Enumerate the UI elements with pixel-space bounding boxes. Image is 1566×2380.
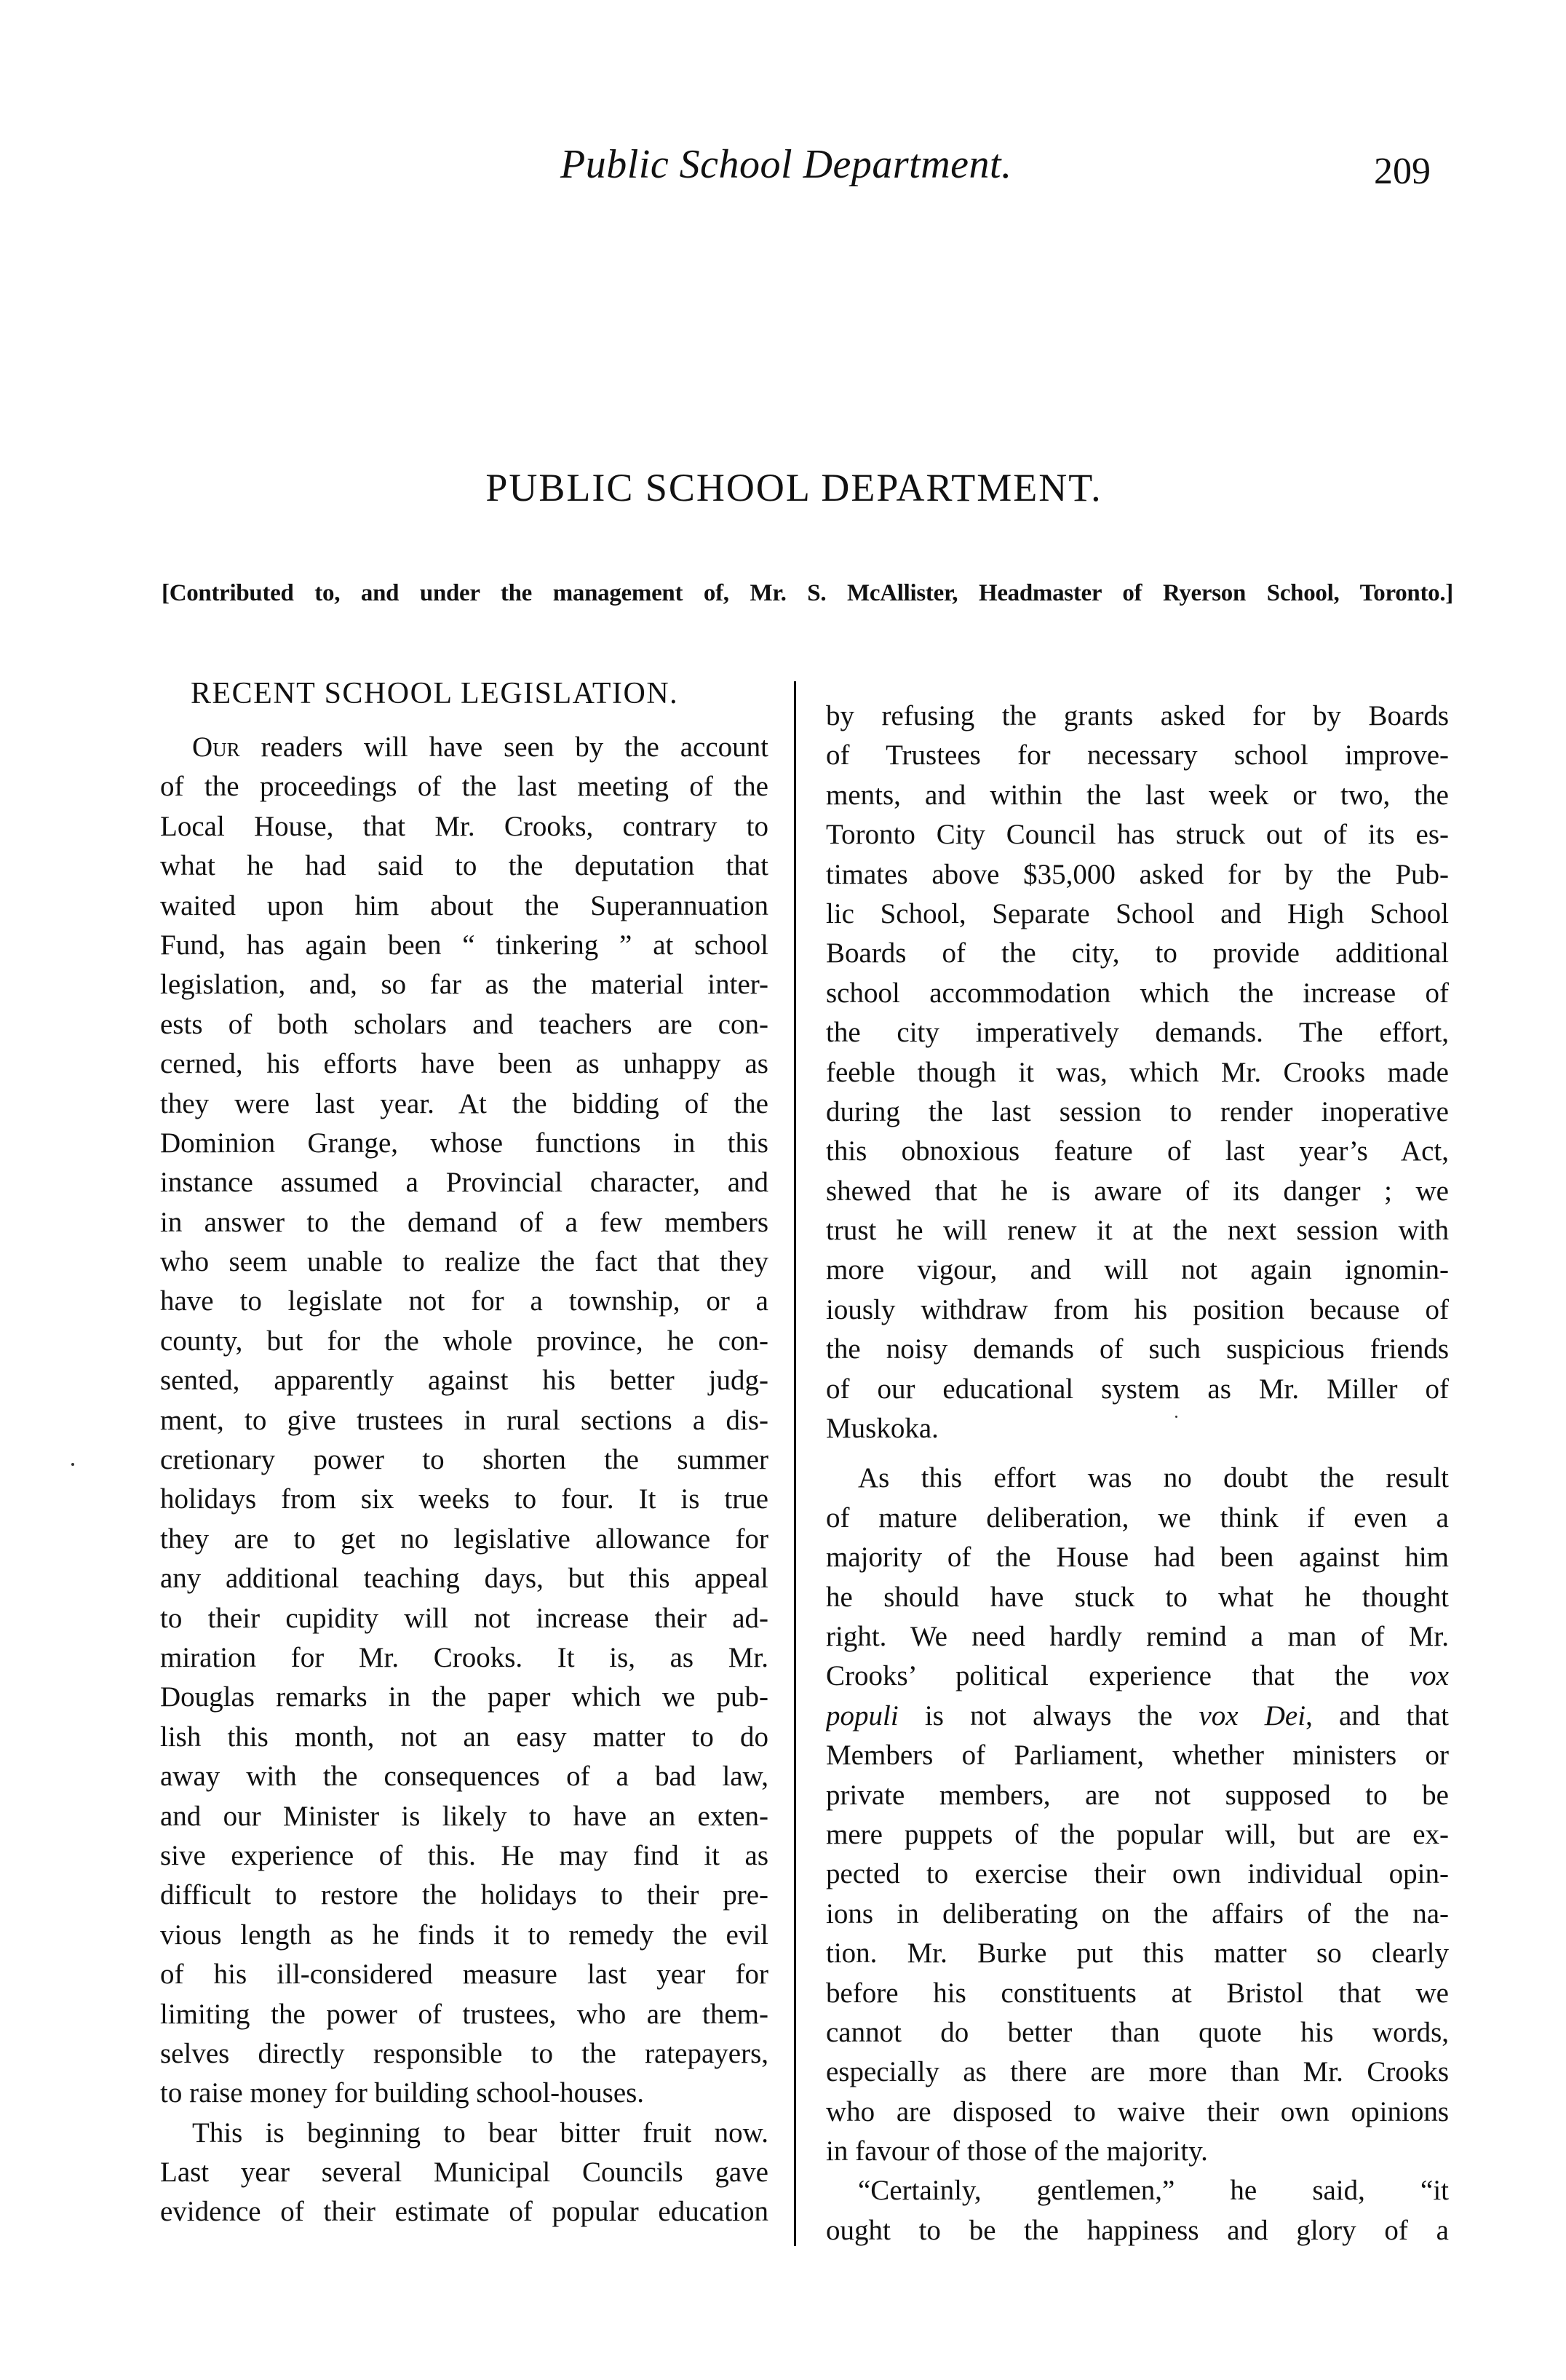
right-column-lines — [826, 697, 1449, 2250]
text-line: what he had said to the deputation that — [160, 850, 768, 882]
left-column-lines — [160, 728, 768, 2232]
text-line: have to legislate not for a township, or a — [160, 1285, 768, 1317]
text-line: iously withdraw from his position because of — [826, 1293, 1449, 1325]
text-line: ment, to give trustees in rural sections a dis- — [160, 1404, 768, 1436]
text-run: Crooks’ political experience that the — [826, 1660, 1370, 1692]
text-line: This is beginning to bear bitter fruit now. — [192, 2117, 768, 2149]
text-line: before his constituents at Bristol that we — [826, 1977, 1449, 2009]
text-line: lish this month, not an easy matter to do — [160, 1721, 768, 1753]
text-line: he should have stuck to what he thought — [826, 1581, 1449, 1613]
column-divider — [794, 681, 796, 2246]
text-line: ought to be the happiness and glory of a — [826, 2214, 1449, 2246]
text-line: the noisy demands of such suspicious friends — [826, 1333, 1449, 1365]
text-line: Boards of the city, to provide additional — [826, 937, 1449, 969]
text-line: to raise money for building school-houses. — [160, 2077, 645, 2109]
text-line — [160, 728, 768, 767]
text-line: away with the consequences of a bad law, — [160, 1761, 768, 1793]
text-line: evidence of their estimate of popular education — [160, 2196, 768, 2228]
text-line: Muskoka. — [826, 1413, 939, 1445]
text-line: of our educational system as Mr. Miller of — [826, 1373, 1449, 1405]
text-line: feeble though it was, which Mr. Crooks made — [826, 1056, 1449, 1088]
text-line: of Trustees for necessary school improve- — [826, 739, 1449, 771]
text-line: sented, apparently against his better judg- — [160, 1365, 768, 1397]
article-heading: RECENT SCHOOL LEGISLATION. — [191, 677, 679, 710]
text-line: Fund, has again been “ tinkering ” at school — [160, 929, 768, 961]
latin-phrase: populi — [826, 1699, 899, 1732]
section-subtitle: [Contributed to, and under the management of, Mr. S. McAllister, Headmaster of Ryerson School, Toronto.] — [162, 580, 1453, 606]
text-line: Dominion Grange, whose functions in this — [160, 1127, 768, 1159]
text-line: ions in deliberating on the affairs of the na- — [826, 1897, 1449, 1929]
text-line: of the proceedings of the last meeting of the — [160, 771, 768, 803]
text-line: holidays from six weeks to four. It is true — [160, 1483, 768, 1515]
text-line: legislation, and, so far as the material inter- — [160, 969, 768, 1001]
text-line: sive experience of this. He may find it as — [160, 1839, 768, 1871]
text-line: waited upon him about the Superannuation — [160, 889, 768, 921]
text-line: shewed that he is aware of its danger ; we — [826, 1175, 1449, 1207]
text-line: of his ill-considered measure last year for — [160, 1959, 768, 1991]
text-line: selves directly responsible to the ratepayers, — [160, 2037, 768, 2069]
text-line: As this effort was no doubt the result — [858, 1462, 1449, 1494]
text-line — [826, 1657, 1449, 1696]
text-line: “Certainly, gentlemen,” he said, “it — [858, 2175, 1449, 2207]
text-line: by refusing the grants asked for by Boards — [826, 700, 1449, 731]
text-line: Last year several Municipal Councils gave — [160, 2157, 768, 2189]
text-line: cannot do better than quote his words, — [826, 2016, 1449, 2048]
text-line: Douglas remarks in the paper which we pub- — [160, 1681, 768, 1713]
scan-speck — [71, 1463, 74, 1466]
text-line: to their cupidity will not increase their ad- — [160, 1602, 768, 1634]
text-run: readers will have seen by the account — [261, 731, 768, 763]
text-line: this obnoxious feature of last year’s Act, — [826, 1135, 1449, 1167]
text-line: and our Minister is likely to have an exten- — [160, 1800, 768, 1832]
text-line: mere puppets of the popular will, but are ex- — [826, 1818, 1449, 1850]
text-line: Toronto City Council has struck out of its es- — [826, 819, 1449, 851]
drop-word: Our — [192, 731, 240, 763]
text-line: during the last session to render inoperative — [826, 1095, 1449, 1127]
latin-phrase: vox Dei — [1199, 1699, 1306, 1732]
text-line: in answer to the demand of a few members — [160, 1206, 768, 1238]
text-line: more vigour, and will not again ignomin- — [826, 1254, 1449, 1286]
text-line: in favour of those of the majority. — [826, 2135, 1208, 2167]
text-line: Members of Parliament, whether ministers or — [826, 1740, 1449, 1772]
text-line: vious length as he finds it to remedy the evil — [160, 1919, 768, 1951]
text-line: instance assumed a Provincial character, and — [160, 1167, 768, 1199]
text-run: is not always the — [924, 1699, 1173, 1732]
scan-speck — [1175, 1416, 1177, 1418]
text-line: ests of both scholars and teachers are con- — [160, 1008, 768, 1040]
text-line: majority of the House had been against him — [826, 1542, 1449, 1574]
page-number: 209 — [1374, 151, 1431, 192]
text-line: right. We need hardly remind a man of Mr. — [826, 1620, 1449, 1652]
text-line: who seem unable to realize the fact that they — [160, 1246, 768, 1278]
text-line: school accommodation which the increase of — [826, 977, 1449, 1009]
text-line: any additional teaching days, but this appeal — [160, 1563, 768, 1595]
text-line: especially as there are more than Mr. Crooks — [826, 2056, 1449, 2088]
text-line: cerned, his efforts have been as unhappy as — [160, 1048, 768, 1080]
text-line: they were last year. At the bidding of the — [160, 1087, 768, 1119]
latin-phrase: vox — [1409, 1660, 1449, 1692]
text-line: difficult to restore the holidays to their pre- — [160, 1879, 768, 1911]
text-line: ments, and within the last week or two, the — [826, 779, 1449, 811]
text-line: private members, are not supposed to be — [826, 1779, 1449, 1811]
section-title: PUBLIC SCHOOL DEPARTMENT. — [485, 466, 1102, 509]
text-run: , and that — [1305, 1699, 1449, 1732]
text-line: lic School, Separate School and High School — [826, 897, 1449, 929]
text-line: county, but for the whole province, he con- — [160, 1325, 768, 1357]
text-line: the city imperatively demands. The effort, — [826, 1017, 1449, 1049]
text-line: miration for Mr. Crooks. It is, as Mr. — [160, 1641, 768, 1673]
text-line: cretionary power to shorten the summer — [160, 1444, 768, 1476]
text-line — [826, 1697, 1449, 1736]
text-line: they are to get no legislative allowance for — [160, 1523, 768, 1555]
text-line: of mature deliberation, we think if even a — [826, 1502, 1449, 1534]
running-header: Public School Department. — [560, 142, 1012, 187]
text-line: Local House, that Mr. Crooks, contrary to — [160, 810, 768, 842]
text-line: timates above $35,000 asked for by the Pub- — [826, 858, 1449, 890]
text-line: who are disposed to waive their own opinions — [826, 2095, 1449, 2127]
text-line: tion. Mr. Burke put this matter so clearly — [826, 1937, 1449, 1970]
text-line: limiting the power of trustees, who are them- — [160, 1998, 768, 2030]
text-line: pected to exercise their own individual opin- — [826, 1858, 1449, 1890]
text-line: trust he will renew it at the next session with — [826, 1215, 1449, 1247]
